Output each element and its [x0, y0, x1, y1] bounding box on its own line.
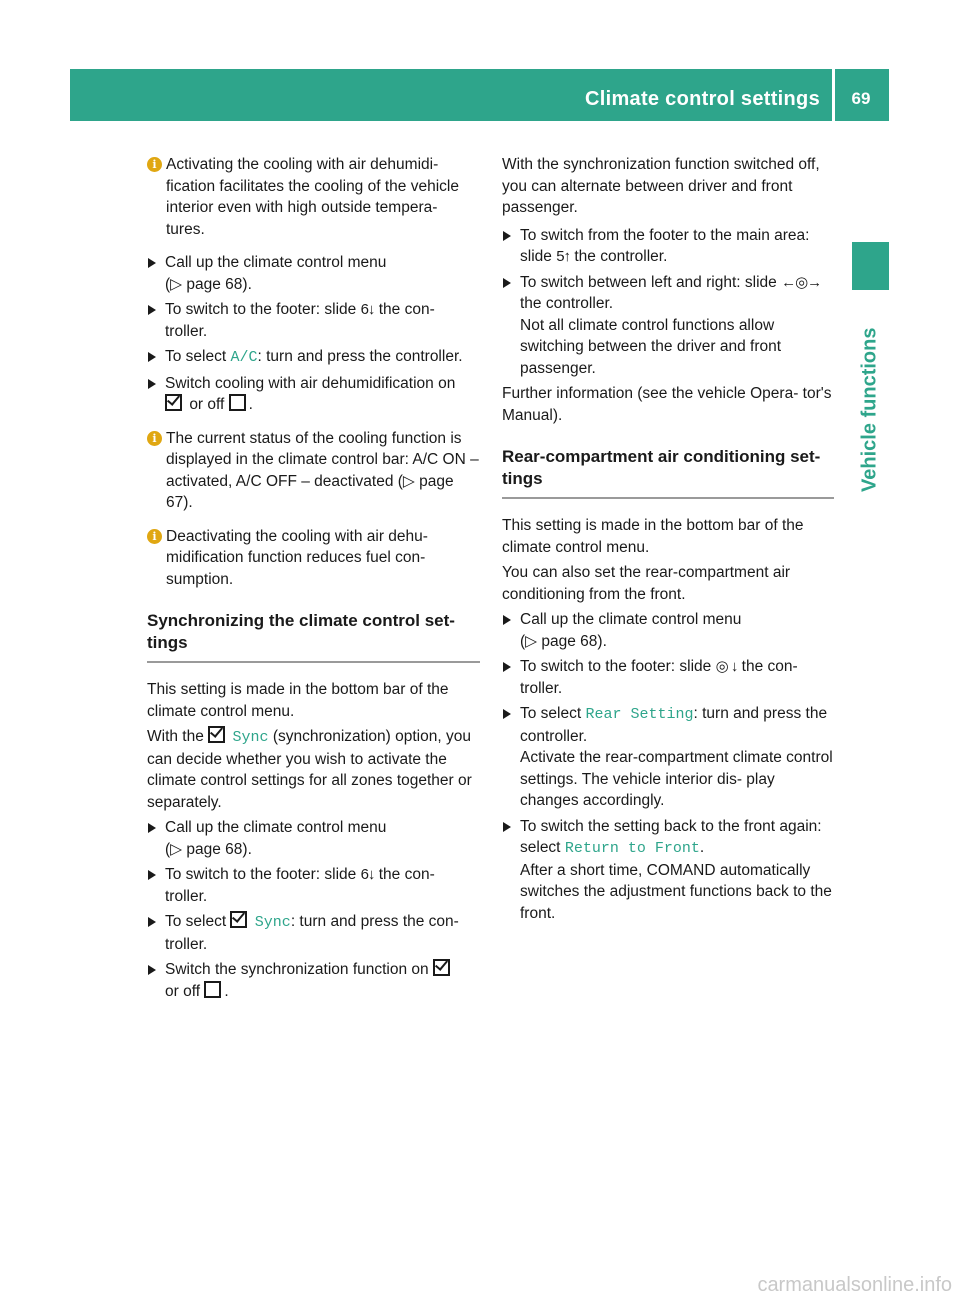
info-note [147, 526, 480, 591]
step-text: : turn and press the con- troller. [165, 913, 459, 953]
info-icon: i [147, 431, 162, 446]
checkbox-checked-icon [208, 726, 225, 743]
instruction-step [147, 252, 480, 295]
step-text: Call up the climate control menu [165, 819, 387, 836]
step-text: To select [165, 348, 231, 365]
section-tab-label: Vehicle functions [858, 327, 881, 493]
instruction-step [502, 225, 834, 268]
section-heading: Rear-compartment air conditioning set- tings [502, 446, 834, 499]
instruction-step [502, 816, 834, 925]
display-option-return-to-front: Return to Front [564, 840, 700, 857]
instruction-step [502, 703, 834, 812]
step-text: Call up the climate control menu [520, 611, 742, 628]
instruction-step [502, 609, 834, 652]
section-heading: Synchronizing the climate control set- tings [147, 610, 480, 663]
step-text: To switch from the footer to the main area: slide [520, 226, 810, 265]
paragraph: Further information (see the vehicle Opera- tor's Manual). [502, 385, 832, 424]
info-text: Deactivating the cooling with air dehu- midification function reduces fuel con- sumption. [166, 527, 428, 588]
step-arrow-icon [148, 379, 156, 389]
instruction-step [147, 864, 480, 907]
step-arrow-icon [148, 305, 156, 315]
step-text: . [248, 396, 253, 413]
page-reference: (▷ page 68). [520, 632, 607, 650]
step-arrow-icon [503, 615, 511, 625]
step-text: To select [520, 705, 582, 722]
step-text: . [699, 839, 705, 856]
section-tab-marker [852, 242, 889, 290]
display-option-ac: A/C [230, 349, 258, 366]
controller-up-icon: 5↑ [556, 248, 571, 265]
step-text: To switch to the footer: slide [520, 658, 712, 675]
instruction-step [147, 346, 480, 369]
step-text: Call up the climate control menu [165, 254, 387, 271]
step-text: the con- troller. [165, 866, 435, 905]
controller-down-icon: 6↓ [360, 866, 375, 883]
step-arrow-icon [503, 231, 511, 241]
step-text: the con- troller. [520, 658, 798, 697]
paragraph: You can also set the rear-compartment air conditioning from the front. [502, 564, 791, 603]
step-arrow-icon [148, 352, 156, 362]
paragraph: This setting is made in the bottom bar of the climate control menu. [147, 681, 449, 720]
section-tab [852, 300, 889, 520]
display-option-sync: Sync [254, 914, 291, 931]
step-arrow-icon [503, 709, 511, 719]
step-text: or off [189, 396, 225, 413]
instruction-step [502, 272, 834, 380]
checkbox-checked-icon [433, 959, 450, 976]
step-text: the controller. [520, 295, 614, 312]
page-title: Climate control settings [584, 88, 820, 110]
step-text: To switch the setting back to the front again: select [520, 817, 822, 856]
step-text: To switch between left and right: slide [520, 273, 777, 291]
info-icon: i [147, 157, 162, 172]
step-text: To switch to the footer: slide [165, 866, 357, 883]
controller-down-icon: ◎ ↓ [715, 658, 738, 675]
step-text: . [224, 982, 229, 1000]
controller-down-icon: 6↓ [360, 301, 375, 318]
watermark: carmanualsonline.info [757, 1273, 952, 1296]
instruction-step [147, 959, 480, 1002]
display-option-sync: Sync [232, 729, 269, 746]
checkbox-checked-icon [165, 394, 182, 411]
left-column [147, 154, 480, 1006]
step-arrow-icon [503, 662, 511, 672]
step-arrow-icon [148, 258, 156, 268]
step-arrow-icon [503, 822, 511, 832]
step-arrow-icon [503, 278, 511, 288]
step-text: the con- troller. [165, 301, 435, 340]
step-text: the controller. [574, 248, 668, 265]
step-text: or off [165, 982, 201, 1000]
step-note: Activate the rear-compartment climate control settings. The vehicle interior dis- play changes accordingly. [520, 749, 833, 809]
page-reference: (▷ page 68). [165, 275, 252, 293]
checkbox-checked-icon [230, 911, 247, 928]
info-note [147, 154, 480, 240]
step-text: To select [165, 913, 227, 930]
paragraph: With the synchronization function switched off, you can alternate between driver and front passenger. [502, 156, 820, 216]
step-text: : turn and press the controller. [520, 705, 828, 745]
paragraph [147, 726, 480, 813]
paragraph-text: (synchronization) option, you can decide whether you wish to activate the climate control settings for all zones together or separately. [147, 728, 472, 811]
right-column [502, 154, 834, 928]
instruction-step [502, 656, 834, 699]
step-arrow-icon [148, 965, 156, 975]
page-reference: (▷ page 68). [165, 840, 252, 858]
step-note: After a short time, COMAND automatically switches the adjustment functions back to the front. [520, 861, 832, 922]
info-text: The current status of the cooling function is displayed in the climate control bar: A/C ON – activated, A/C OFF – deactivated (▷ page 67). [166, 429, 479, 511]
info-icon: i [147, 529, 162, 544]
step-text: Switch cooling with air dehumidification on [165, 374, 456, 392]
step-arrow-icon [148, 917, 156, 927]
checkbox-unchecked-icon [204, 981, 221, 998]
instruction-step [147, 911, 480, 955]
header-divider [832, 69, 835, 121]
instruction-step [147, 299, 480, 342]
step-arrow-icon [148, 823, 156, 833]
page-number: 69 [851, 89, 871, 108]
step-text: : turn and press the controller. [257, 348, 463, 365]
info-note [147, 428, 480, 514]
display-option-rear-setting: Rear Setting [585, 706, 694, 723]
step-arrow-icon [148, 870, 156, 880]
instruction-step [147, 373, 480, 416]
info-text: Activating the cooling with air dehumidi- fication facilitates the cooling of the vehicle interior even with high outside tempera- tures. [166, 156, 459, 238]
paragraph: This setting is made in the bottom bar of the climate control menu. [502, 517, 804, 556]
checkbox-unchecked-icon [229, 394, 246, 411]
controller-left-right-icon: ←◎→ [781, 273, 822, 291]
step-note: Not all climate control functions allow switching between the driver and front passenger. [520, 316, 782, 377]
step-text: To switch to the footer: slide [165, 301, 357, 318]
step-text: Switch the synchronization function on [165, 961, 429, 978]
paragraph-text: With the [147, 728, 204, 745]
instruction-step [147, 817, 480, 860]
